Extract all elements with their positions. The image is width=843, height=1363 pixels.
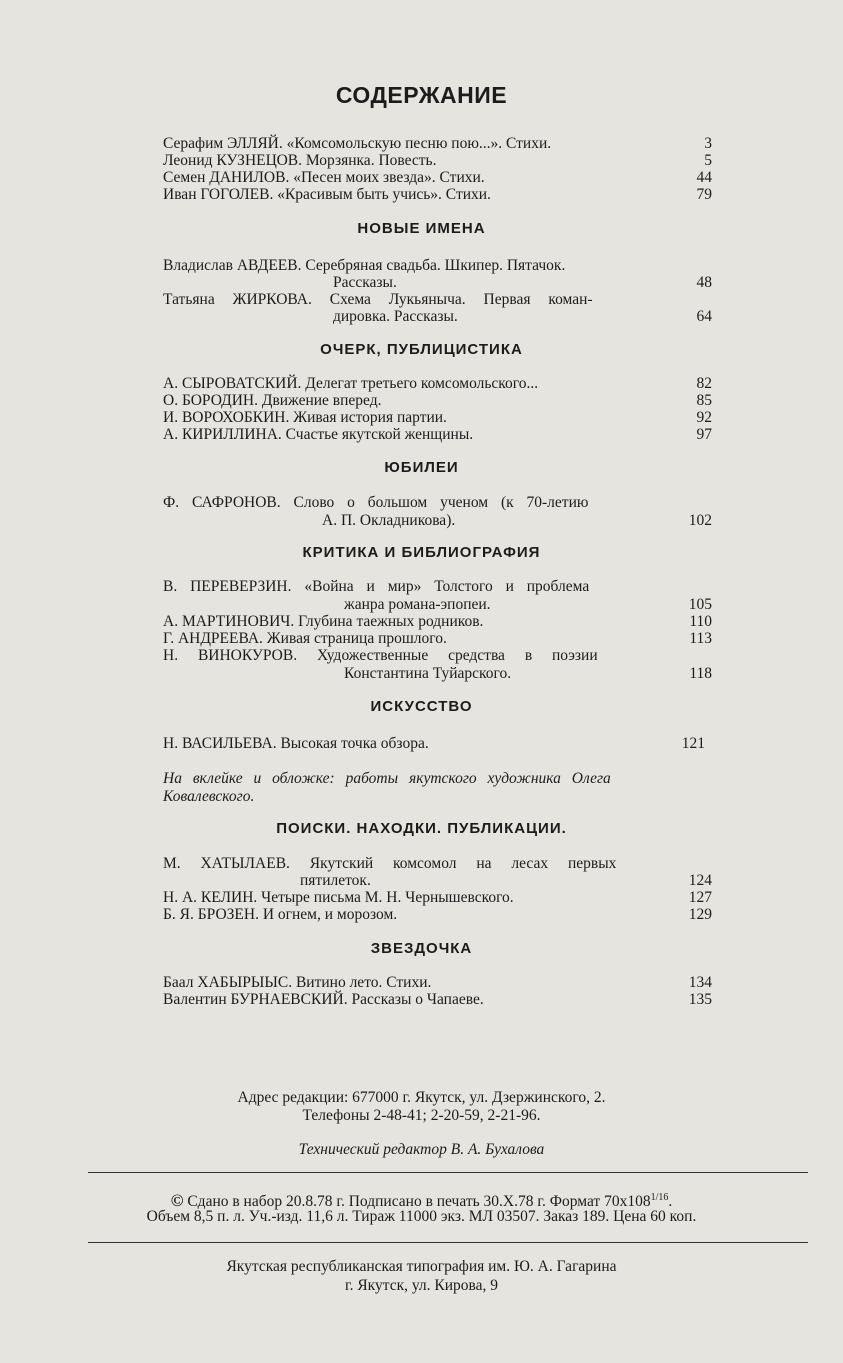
toc-page-number: 118 <box>689 665 712 682</box>
toc-page-number: 102 <box>688 512 712 529</box>
toc-page-number: 48 <box>696 274 712 291</box>
toc-page-number: 64 <box>696 308 712 325</box>
toc-page-number: 92 <box>696 409 712 426</box>
toc-entry-line: Н. ВИНОКУРОВ. Художественные средства в поэзии <box>163 647 598 664</box>
illustration-note-cont: Ковалевского. <box>163 788 255 805</box>
editorial-phones: Телефоны 2-48-41; 2-20-59, 2-21-96. <box>302 1107 541 1124</box>
toc-entry-line: Рассказы. <box>333 274 397 291</box>
print-info-line1: © Сдано в набор 20.8.78 г. Подписано в печать 30.X.78 г. Формат $70x108^{1/16}$. <box>170 1191 673 1211</box>
toc-page-number: 82 <box>696 375 712 392</box>
toc-entry: А. КИРИЛЛИНА. Счастье якутской женщины. <box>163 426 474 443</box>
copyright-icon: © <box>170 1191 184 1211</box>
toc-entry: И. ВОРОХОБКИН. Живая история партии. <box>163 409 447 426</box>
toc-entry: Валентин БУРНАЕВСКИЙ. Рассказы о Чапаеве. <box>163 991 484 1008</box>
toc-entry: О. БОРОДИН. Движение вперед. <box>163 392 382 409</box>
divider <box>88 1172 808 1173</box>
toc-entry-line: Татьяна ЖИРКОВА. Схема Лукьяныча. Первая коман- <box>163 291 593 308</box>
section-heading: ОЧЕРК, ПУБЛИЦИСТИКА <box>320 341 523 358</box>
section-heading: ИСКУССТВО <box>370 698 473 715</box>
toc-entry-line: А. П. Окладникова). <box>322 512 456 529</box>
toc-page-number: 113 <box>689 630 712 647</box>
toc-page-number: 129 <box>688 906 712 923</box>
toc-entry: А. МАРТИНОВИЧ. Глубина таежных родников. <box>163 613 484 630</box>
toc-entry: Н. А. КЕЛИН. Четыре письма М. Н. Чернышевского. <box>163 889 514 906</box>
page-title: СОДЕРЖАНИЕ <box>335 82 508 108</box>
toc-page-number: 124 <box>688 872 712 889</box>
toc-entry: Серафим ЭЛЛЯЙ. «Комсомольскую песню пою...». Стихи. <box>163 135 552 152</box>
toc-entry: Семен ДАНИЛОВ. «Песен моих звезда». Стихи. <box>163 169 485 186</box>
editorial-address: Адрес редакции: 677000 г. Якутск, ул. Дзержинского, 2. <box>237 1089 606 1106</box>
toc-entry-line: жанра романа-эпопеи. <box>344 596 491 613</box>
toc-page-number: 127 <box>688 889 712 906</box>
toc-page-number: 44 <box>696 169 712 186</box>
toc-entry-line: пятилеток. <box>300 872 371 889</box>
toc-entry: Баал ХАБЫРЫЫС. Витино лето. Стихи. <box>163 974 432 991</box>
section-heading: ЗВЕЗДОЧКА <box>370 940 473 957</box>
section-heading: КРИТИКА И БИБЛИОГРАФИЯ <box>302 544 541 561</box>
toc-page-number: 79 <box>696 186 712 203</box>
section-heading: НОВЫЕ ИМЕНА <box>357 220 486 237</box>
toc-entry-line: дировка. Рассказы. <box>333 308 458 325</box>
technical-editor: Технический редактор В. А. Бухалова <box>298 1141 545 1158</box>
toc-entry-line: М. ХАТЫЛАЕВ. Якутский комсомол на лесах первых <box>163 855 617 872</box>
toc-page-number: 110 <box>689 613 712 630</box>
printer-address: г. Якутск, ул. Кирова, 9 <box>344 1277 499 1294</box>
toc-entry: А. СЫРОВАТСКИЙ. Делегат третьего комсомольского... <box>163 375 539 392</box>
toc-page-number: 134 <box>688 974 712 991</box>
toc-page-number: 121 <box>681 735 705 752</box>
toc-entry: Леонид КУЗНЕЦОВ. Морзянка. Повесть. <box>163 152 437 169</box>
toc-page-number: 105 <box>688 596 712 613</box>
toc-page-number: 135 <box>688 991 712 1008</box>
section-heading: ПОИСКИ. НАХОДКИ. ПУБЛИКАЦИИ. <box>276 820 567 837</box>
toc-entry: Иван ГОГОЛЕВ. «Красивым быть учись». Стихи. <box>163 186 491 203</box>
illustration-note: На вклейке и обложке: работы якутского художника Олега <box>163 770 611 787</box>
print-info-line2: Объем 8,5 п. л. Уч.-изд. 11,6 л. Тираж 11000 экз. МЛ 03507. Заказ 189. Цена 60 коп. <box>146 1208 697 1225</box>
divider <box>88 1242 808 1243</box>
toc-entry: Б. Я. БРОЗЕН. И огнем, и морозом. <box>163 906 398 923</box>
toc-page-number: 5 <box>704 152 712 169</box>
toc-page-number: 97 <box>696 426 712 443</box>
format-fraction: 1/16 <box>650 1192 669 1203</box>
toc-entry: Г. АНДРЕЕВА. Живая страница прошлого. <box>163 630 447 647</box>
toc-page-number: 85 <box>696 392 712 409</box>
printer-name: Якутская республиканская типография им. Ю. А. Гагарина <box>226 1258 617 1275</box>
section-heading: ЮБИЛЕИ <box>384 459 459 476</box>
toc-entry-line: Владислав АВДЕЕВ. Серебряная свадьба. Шкипер. Пятачок. <box>163 257 566 274</box>
toc-entry-line: Константина Туйарского. <box>344 665 512 682</box>
toc-entry: Н. ВАСИЛЬЕВА. Высокая точка обзора. <box>163 735 429 752</box>
toc-page-number: 3 <box>704 135 712 152</box>
toc-entry-line: В. ПЕРЕВЕРЗИН. «Война и мир» Толстого и проблема <box>163 578 590 595</box>
toc-entry-line: Ф. САФРОНОВ. Слово о большом ученом (к 70-летию <box>163 494 589 511</box>
